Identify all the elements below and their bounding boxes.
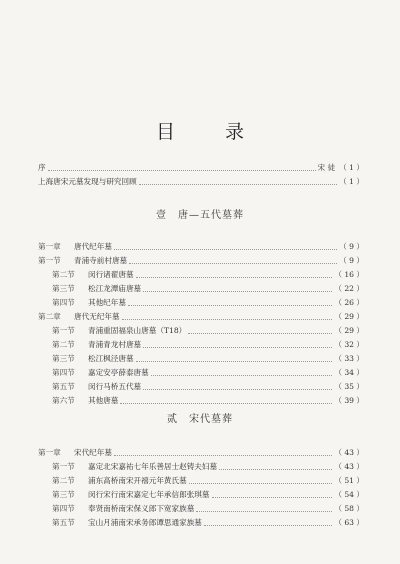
entry-title: 其他纪年墓: [88, 298, 126, 307]
leader-dots: [114, 454, 332, 456]
entry-page: （ 1 ）: [339, 177, 364, 186]
entry-title: 其他唐墓: [88, 396, 119, 405]
leader-dots: [136, 276, 333, 278]
leader-dots: [122, 318, 333, 320]
entry-title: 奉贤南桥南宋保义郎下宽家族墓: [88, 504, 195, 513]
toc-entry[interactable]: [38, 352, 364, 366]
leader-dots: [48, 169, 316, 171]
entry-number: 第二节: [52, 476, 75, 485]
toc-entry[interactable]: [38, 282, 364, 296]
entry-title: 嘉定北宋嘉祐七年乐善居士赵铸夫妇墓: [88, 462, 218, 471]
entry-page: （ 58 ）: [334, 504, 364, 513]
entry-number: 第三节: [52, 490, 75, 499]
entry-page: （ 43 ）: [334, 448, 364, 457]
toc-entry[interactable]: [38, 268, 364, 282]
entry-number: 第二节: [52, 340, 75, 349]
entry-title: 松江枫泾唐墓: [88, 354, 134, 363]
entry-number: 第三节: [52, 284, 75, 293]
toc-entry-preface[interactable]: [38, 161, 364, 175]
entry-page: （ 51 ）: [334, 476, 364, 485]
toc-entry[interactable]: [38, 324, 364, 338]
leader-dots: [120, 402, 332, 404]
leader-dots: [128, 304, 332, 306]
entry-number: 第二章: [38, 312, 61, 321]
entry-page: （ 33 ）: [334, 354, 364, 363]
entry-page: （ 29 ）: [334, 326, 364, 335]
entry-number: 第四节: [52, 368, 75, 377]
entry-title: 浦东高桥南宋开禧元年黄氏墓: [88, 476, 187, 485]
entry-page: （ 22 ）: [334, 284, 364, 293]
toc-entry[interactable]: [38, 460, 364, 474]
leader-dots: [219, 468, 332, 470]
entry-title: 青浦青龙村唐墓: [88, 340, 142, 349]
entry-page: （ 43 ）: [334, 462, 364, 471]
entry-title: 闵行诸翟唐墓: [88, 270, 134, 279]
leader-dots: [212, 496, 333, 498]
entry-number: 第四节: [52, 298, 75, 307]
entry-title: 青浦寺前村唐墓: [74, 256, 128, 265]
leader-dots: [114, 248, 337, 250]
leader-dots: [139, 183, 337, 185]
entry-page: （ 9 ）: [339, 256, 364, 265]
entry-number: 第一章: [38, 448, 61, 457]
entry-page: （ 34 ）: [334, 368, 364, 377]
entry-title: 唐代无纪年墓: [74, 312, 120, 321]
page-title: 目 录: [155, 121, 267, 143]
entry-number: 第五节: [52, 382, 75, 391]
entry-page: （ 32 ）: [334, 340, 364, 349]
entry-title: 宋代纪年墓: [74, 448, 112, 457]
leader-dots: [188, 332, 332, 334]
toc-entry[interactable]: [38, 240, 364, 254]
leader-dots: [143, 388, 332, 390]
entry-number: 第二节: [52, 270, 75, 279]
entry-page: （ 16 ）: [334, 270, 364, 279]
entry-page: （ 54 ）: [334, 490, 364, 499]
entry-page: （ 39 ）: [334, 396, 364, 405]
leader-dots: [129, 262, 337, 264]
leader-dots: [136, 360, 333, 362]
entry-title: 闵行宋行南宋嘉定七年承信郎张琪墓: [88, 490, 210, 499]
entry-number: 第一章: [38, 242, 61, 251]
entry-title: 青浦重固福泉山唐墓（T18）: [88, 326, 187, 335]
toc-entry[interactable]: [38, 516, 364, 530]
toc-entry[interactable]: [38, 502, 364, 516]
leader-dots: [189, 482, 333, 484]
toc-entry[interactable]: [38, 310, 364, 324]
section-heading-song: 贰 宋代墓葬: [167, 414, 233, 425]
entry-page: （ 35 ）: [334, 382, 364, 391]
section-heading-tang: 壹 唐—五代墓葬: [156, 210, 244, 221]
leader-dots: [143, 346, 332, 348]
toc-entry-review[interactable]: [38, 175, 364, 189]
toc-entry[interactable]: [38, 296, 364, 310]
toc-entry[interactable]: [38, 474, 364, 488]
entry-number: 第三节: [52, 354, 75, 363]
entry-page: （ 26 ）: [334, 298, 364, 307]
leader-dots: [143, 290, 332, 292]
entry-title: 闵行马桥五代墓: [88, 382, 142, 391]
entry-title: 松江龙潭庙唐墓: [88, 284, 142, 293]
entry-page: （ 29 ）: [334, 312, 364, 321]
leader-dots: [204, 524, 332, 526]
toc-entry[interactable]: [38, 254, 364, 268]
entry-title: 序: [38, 163, 46, 172]
entry-title: 嘉定安亭薛泰唐墓: [88, 368, 149, 377]
entry-page: （ 1 ）: [339, 163, 364, 172]
entry-number: 第一节: [38, 256, 61, 265]
entry-number: 第一节: [52, 462, 75, 471]
entry-number: 第六节: [52, 396, 75, 405]
leader-dots: [196, 510, 332, 512]
toc-entry[interactable]: [38, 446, 364, 460]
leader-dots: [151, 374, 333, 376]
entry-number: 第四节: [52, 504, 75, 513]
entry-title: 宝山月浦南宋承务郎谭思通家族墓: [88, 518, 202, 527]
toc-entry[interactable]: [38, 394, 364, 408]
entry-title: 上海唐宋元墓发现与研究回顾: [38, 177, 137, 186]
entry-title: 唐代纪年墓: [74, 242, 112, 251]
entry-author: 宋 徒: [317, 163, 336, 172]
entry-number: 第五节: [52, 518, 75, 527]
toc-entry[interactable]: [38, 338, 364, 352]
toc-entry[interactable]: [38, 380, 364, 394]
toc-entry[interactable]: [38, 366, 364, 380]
toc-entry[interactable]: [38, 488, 364, 502]
entry-page: （ 63 ）: [334, 518, 364, 527]
entry-page: （ 9 ）: [339, 242, 364, 251]
entry-number: 第一节: [52, 326, 75, 335]
